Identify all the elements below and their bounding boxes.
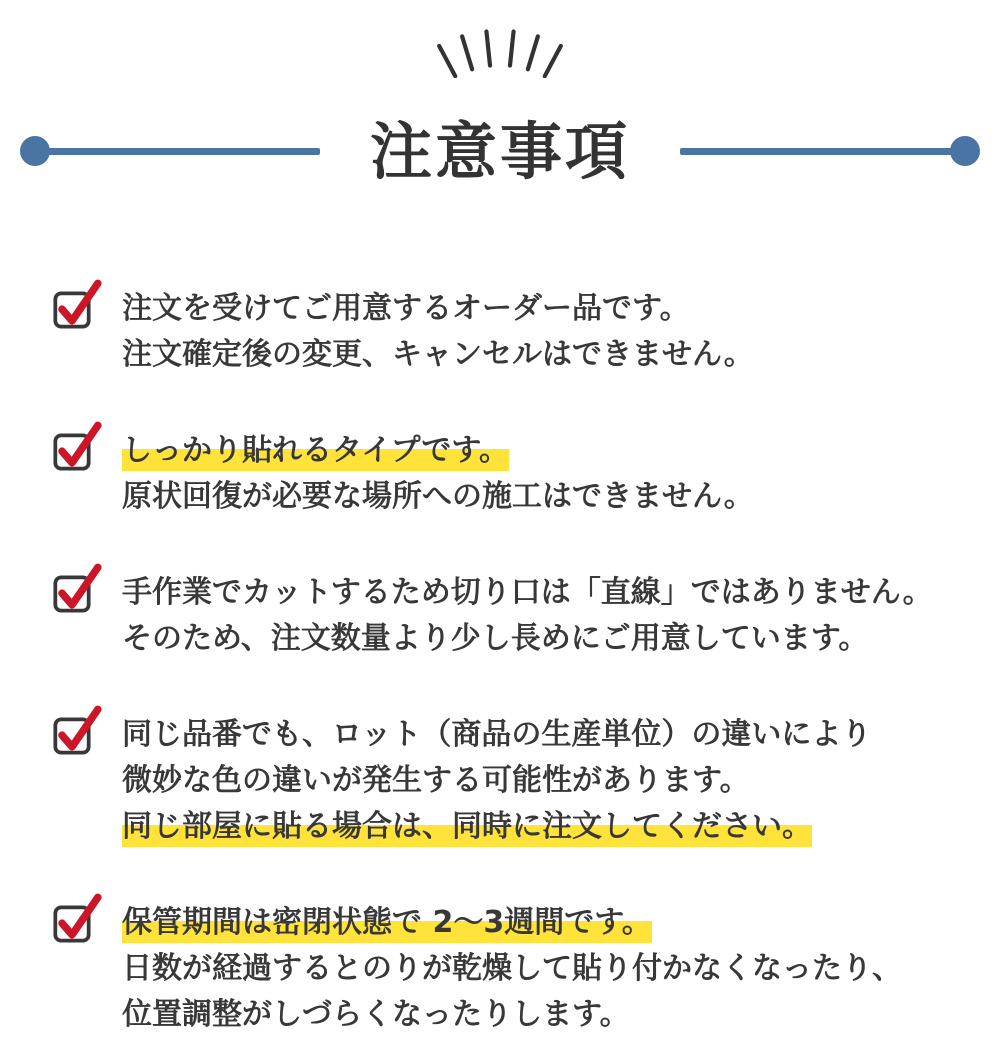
checklist-line: 日数が経過するとのりが乾燥して貼り付かなくなったり、 <box>122 951 902 987</box>
checklist-line: 注文確定後の変更、キャンセルはできません。 <box>122 337 754 373</box>
checked-checkbox-icon <box>52 892 102 946</box>
page-title: 注意事項 <box>370 114 631 188</box>
checklist-item-text <box>122 900 902 1038</box>
checklist-item-text <box>122 428 754 520</box>
checklist-item <box>52 428 1000 520</box>
divider-dot-right <box>950 136 980 166</box>
title-divider-row <box>0 74 1000 228</box>
checklist-line <box>122 900 902 946</box>
checklist-item <box>52 570 1000 662</box>
checklist-item <box>52 712 1000 850</box>
notice-page <box>0 14 1000 1033</box>
checklist-line: 微妙な色の違いが発生する可能性があります。 <box>122 763 750 799</box>
checklist-line <box>122 804 871 850</box>
checklist-line <box>122 428 754 474</box>
checklist-line: 原状回復が必要な場所への施工はできません。 <box>122 479 754 515</box>
checklist-item-text <box>122 286 754 378</box>
checked-checkbox-icon <box>52 420 102 474</box>
checklist-item <box>52 900 1000 1038</box>
checklist-line: 位置調整がしづらくなったりします。 <box>122 997 630 1033</box>
divider-line-left <box>40 148 320 155</box>
highlighted-text: しっかり貼れるタイプです。 <box>122 433 509 471</box>
highlighted-text: 保管期間は密閉状態で 2～3週間です。 <box>122 905 652 943</box>
checklist-line: 注文を受けてご用意するオーダー品です。 <box>122 291 690 327</box>
divider-line-right <box>680 148 960 155</box>
checked-checkbox-icon <box>52 562 102 616</box>
checked-checkbox-icon <box>52 278 102 332</box>
checklist-item-text <box>122 712 871 850</box>
checklist-item-text <box>122 570 933 662</box>
checked-checkbox-icon <box>52 704 102 758</box>
checklist-line: 手作業でカットするため切り口は「直線」ではありません。 <box>122 575 933 611</box>
precaution-checklist <box>52 286 1000 1038</box>
highlighted-text: 同じ部屋に貼る場合は、同時に注文してください。 <box>122 809 812 847</box>
checklist-line: 同じ品番でも、ロット（商品の生産単位）の違いにより <box>122 717 872 753</box>
checklist-line: そのため、注文数量より少し長めにご用意しています。 <box>122 621 869 657</box>
checklist-item <box>52 286 1000 378</box>
emphasis-rays-icon <box>420 14 580 78</box>
